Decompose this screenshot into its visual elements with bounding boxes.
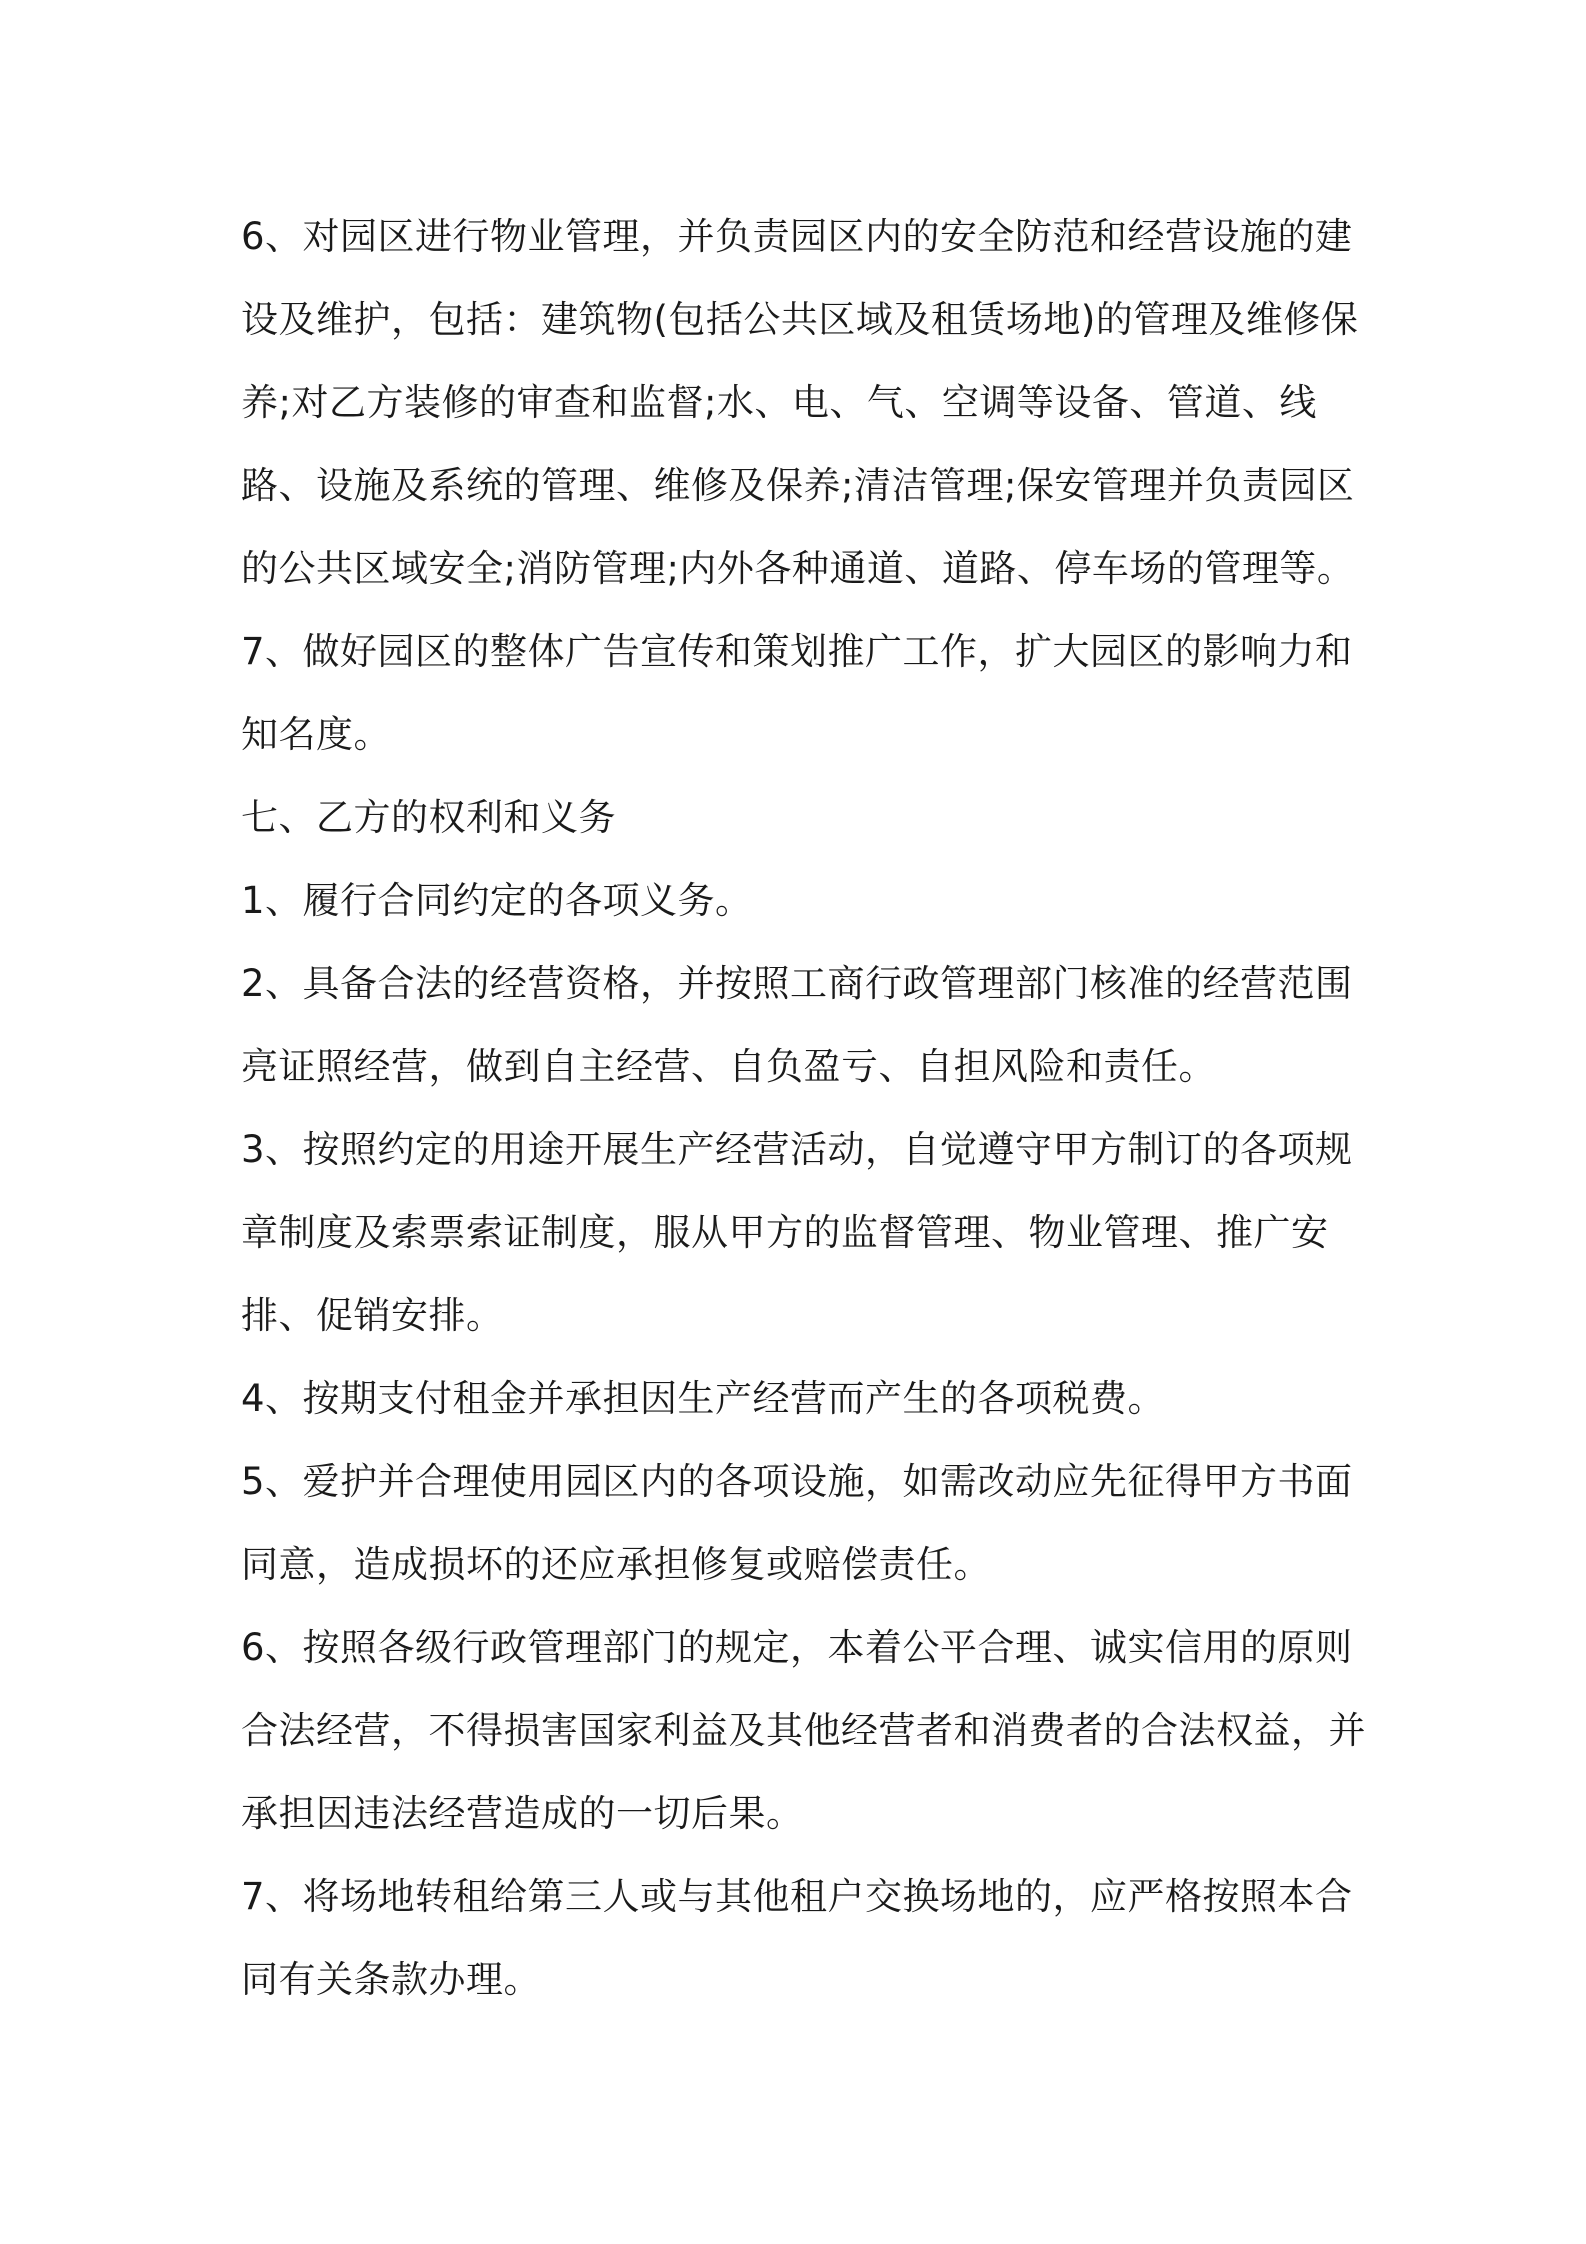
clause-b-5-facilities: 5、爱护并合理使用园区内的各项设施，如需改动应先征得甲方书面同意，造成损坏的还应承担修复或赔偿责任。 xyxy=(241,1460,1353,1586)
clause-b-2-qualification: 2、具备合法的经营资格，并按照工商行政管理部门核准的经营范围亮证照经营，做到自主经营、自负盈亏、自担风险和责任。 xyxy=(241,962,1353,1088)
clause-b-4-rent-taxes: 4、按期支付租金并承担因生产经营而产生的各项税费。 xyxy=(241,1377,1166,1420)
section-heading-party-b-rights: 七、乙方的权利和义务 xyxy=(241,796,616,839)
clause-6-property-management: 6、对园区进行物业管理，并负责园区内的安全防范和经营设施的建设及维护，包括：建筑物(包括公共区域及租赁场地)的管理及维修保养;对乙方装修的审查和监督;水、电、气、空调等设备、管道、线路、设施及系统的管理、维修及保养;清洁管理;保安管理并负责园区的公共区域安全;消防管理;内外各种通道、道路、停车场的管理等。 xyxy=(241,215,1359,590)
clause-7-advertising: 7、做好园区的整体广告宣传和策划推广工作，扩大园区的影响力和知名度。 xyxy=(241,630,1353,756)
clause-b-3-operations: 3、按照约定的用途开展生产经营活动，自觉遵守甲方制订的各项规章制度及索票索证制度，服从甲方的监督管理、物业管理、推广安排、促销安排。 xyxy=(241,1128,1353,1337)
clause-b-1-obligations: 1、履行合同约定的各项义务。 xyxy=(241,879,753,922)
clause-b-6-legal-operation: 6、按照各级行政管理部门的规定，本着公平合理、诚实信用的原则合法经营，不得损害国家利益及其他经营者和消费者的合法权益，并承担因违法经营造成的一切后果。 xyxy=(241,1626,1366,1835)
document-body xyxy=(241,195,1381,2021)
clause-b-7-sublease: 7、将场地转租给第三人或与其他租户交换场地的，应严格按照本合同有关条款办理。 xyxy=(241,1875,1353,2001)
